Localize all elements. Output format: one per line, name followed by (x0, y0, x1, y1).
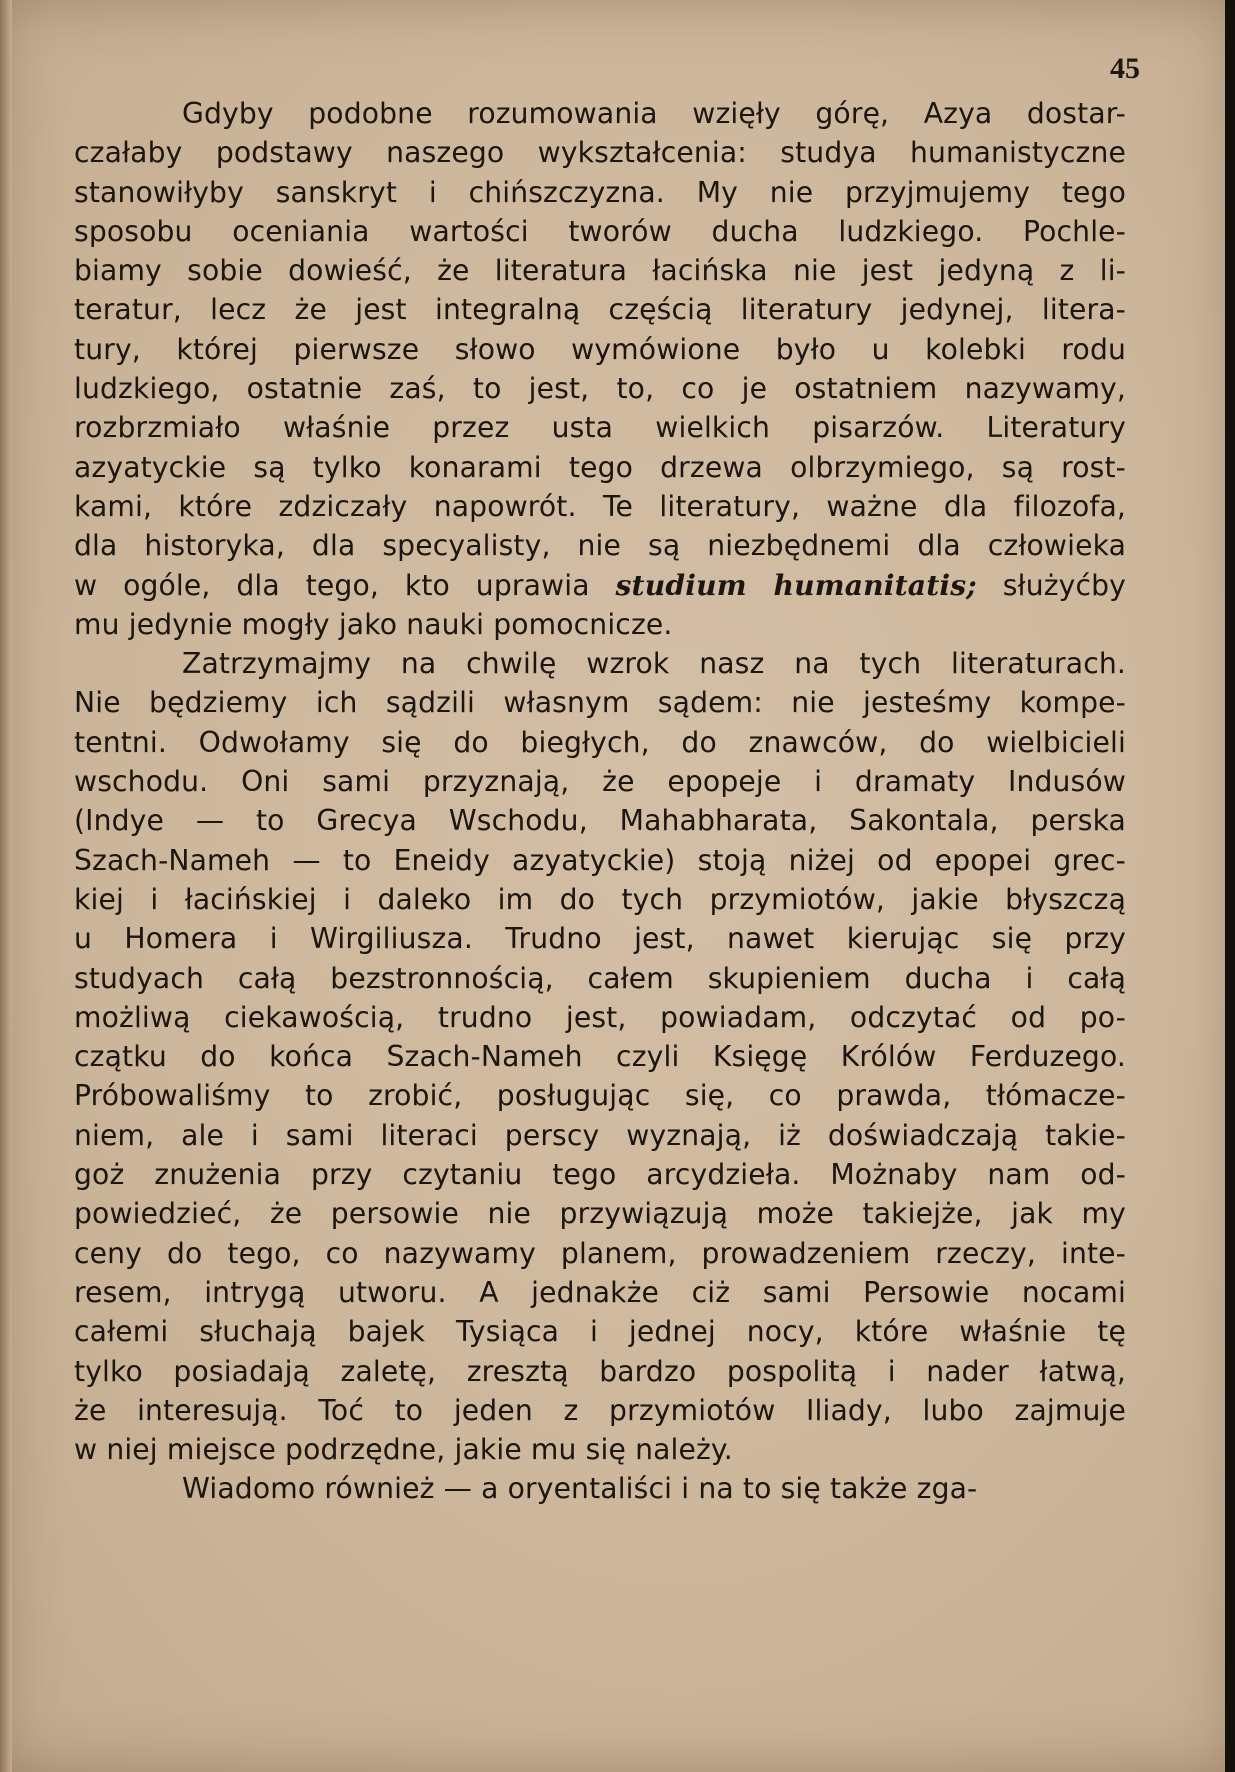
page-number: 45 (1110, 52, 1140, 85)
page-text (74, 94, 1126, 1509)
page-binding-edge (0, 0, 12, 1772)
text-line: mu jedynie mogły jako nauki pomocnicze. (74, 607, 673, 641)
text-line-with-italic (74, 566, 1126, 605)
text-line: ceny do tego, co nazywamy planem, prowadzeniem rzeczy, inte- (74, 1236, 1126, 1270)
text-line: azyatyckie są tylko konarami tego drzewa olbrzymiego, są rost- (74, 450, 1126, 484)
text-line: studyach całą bezstronnością, całem skupieniem ducha i całą (74, 961, 1126, 995)
text-line: Nie będziemy ich sądzili własnym sądem: nie jesteśmy kompe- (74, 686, 1126, 720)
text-line: czałaby podstawy naszego wykształcenia: studya humanistyczne (74, 136, 1126, 170)
text-line: kami, które zdziczały napowrót. Te literatury, ważne dla filozofa, (74, 489, 1126, 523)
text-line: że interesują. Toć to jeden z przymiotów Iliady, lubo zajmuje (74, 1393, 1126, 1427)
page-right-edge (1225, 0, 1235, 1772)
text-line: czątku do końca Szach-Nameh czyli Księgę Królów Ferduzego. (74, 1040, 1126, 1074)
text-line: u Homera i Wirgiliusza. Trudno jest, nawet kierując się przy (74, 922, 1126, 956)
text-line: Gdyby podobne rozumowania wzięły górę, Azya dostar- (182, 97, 1126, 130)
text-line: rozbrzmiało właśnie przez usta wielkich pisarzów. Literatury (74, 411, 1126, 445)
text-line: kiej i łacińskiej i daleko im do tych przymiotów, jakie błyszczą (74, 882, 1126, 916)
text-line: Próbowaliśmy to zrobić, posługując się, co prawda, tłómacze- (74, 1079, 1126, 1113)
text-line: stanowiłyby sanskryt i chińszczyzna. My nie przyjmujemy tego (74, 175, 1126, 209)
text-line: wschodu. Oni sami przyznają, że epopeje i dramaty Indusów (74, 765, 1126, 799)
text-line: dla historyka, dla specyalisty, nie są niezbędnemi dla człowieka (74, 529, 1126, 563)
text-line: tylko posiadają zaletę, zresztą bardzo pospolitą i nader łatwą, (74, 1354, 1126, 1388)
text-line: całemi słuchają bajek Tysiąca i jednej nocy, które właśnie tę (74, 1315, 1126, 1349)
text-line: możliwą ciekawością, trudno jest, powiadam, odczytać od po- (74, 1000, 1126, 1034)
italic-latin-phrase: studium humanitatis; (615, 568, 977, 602)
text-segment: służyćby (976, 568, 1127, 602)
text-line: w niej miejsce podrzędne, jakie mu się należy. (74, 1433, 733, 1467)
text-line: (Indye — to Grecya Wschodu, Mahabharata, Sakontala, perska (74, 804, 1126, 838)
text-line: sposobu oceniania wartości tworów ducha ludzkiego. Pochle- (74, 214, 1126, 248)
text-line: niem, ale i sami literaci perscy wyznają, iż doświadczają takie- (74, 1118, 1126, 1152)
text-line: Szach-Nameh — to Eneidy azyatyckie) stoją niżej od epopei grec- (74, 843, 1126, 877)
text-line: tentni. Odwołamy się do biegłych, do znawców, do wielbicieli (74, 725, 1126, 759)
text-line: tury, której pierwsze słowo wymówione było u kolebki rodu (74, 332, 1126, 366)
text-line: goż znużenia przy czytaniu tego arcydzieła. Możnaby nam od- (74, 1158, 1126, 1192)
text-segment: w ogóle, dla tego, kto uprawia (74, 568, 616, 602)
text-line: Zatrzymajmy na chwilę wzrok nasz na tych literaturach. (182, 647, 1126, 681)
text-line: teratur, lecz że jest integralną częścią literatury jedynej, litera- (74, 293, 1126, 327)
text-line: ludzkiego, ostatnie zaś, to jest, to, co je ostatniem nazywamy, (74, 372, 1126, 406)
text-line: powiedzieć, że persowie nie przywiązują może takiejże, jak my (74, 1197, 1126, 1231)
text-line: resem, intrygą utworu. A jednakże ciż sami Persowie nocami (74, 1275, 1126, 1309)
text-line: Wiadomo również — a oryentaliści i na to się także zga- (182, 1472, 978, 1506)
text-line: biamy sobie dowieść, że literatura łacińska nie jest jedyną z li- (74, 254, 1126, 288)
